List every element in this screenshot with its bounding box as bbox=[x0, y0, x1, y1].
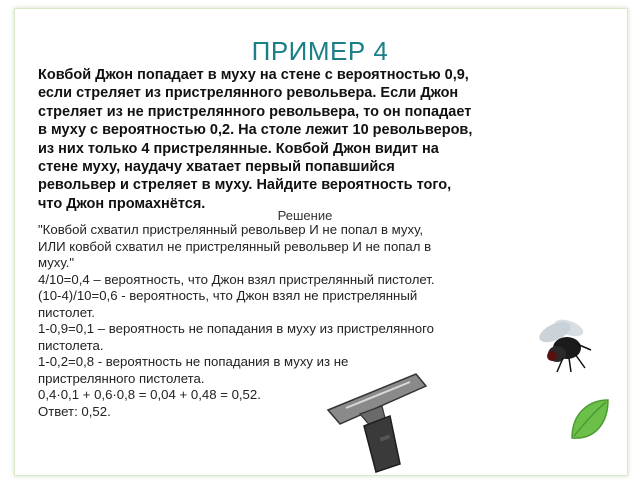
solution-line: 0,4·0,1 + 0,6·0,8 = 0,04 + 0,48 = 0,52. bbox=[38, 387, 261, 402]
page-title: ПРИМЕР 4 bbox=[251, 36, 389, 66]
problem-line: из них только 4 пристрелянные. Ковбой Джон видит на bbox=[38, 140, 439, 157]
solution-line: 4/10=0,4 – вероятность, что Джон взял пристрелянный пистолет. bbox=[38, 271, 435, 287]
solution-line: пистолет. bbox=[38, 304, 95, 320]
problem-line: стене муху, наудачу хватает первый попавшийся bbox=[38, 159, 395, 176]
problem-line: что Джон промахнётся. bbox=[38, 195, 206, 212]
solution-line: муху." bbox=[38, 255, 75, 270]
solution-line: 1-0,2=0,8 - вероятность не попадания в муху из не bbox=[38, 354, 349, 369]
problem-line: если стреляет из пристрелянного револьвера. Если Джон bbox=[38, 85, 459, 102]
solution-body bbox=[38, 222, 578, 420]
problem-line: револьвер и стреляет в муху. Найдите вероятность того, bbox=[38, 177, 452, 194]
solution-line: Ответ: 0,52. bbox=[38, 403, 111, 419]
solution-heading: Решение bbox=[277, 208, 333, 223]
solution-line: (10-4)/10=0,6 - вероятность, что Джон взял не пристрелянный bbox=[38, 288, 418, 303]
fly-icon bbox=[535, 314, 595, 374]
solution-line: 1-0,9=0,1 – вероятность не попадания в муху из пристрелянного bbox=[38, 321, 434, 336]
solution-line: пистолета. bbox=[38, 337, 104, 353]
pistol-icon bbox=[320, 364, 440, 476]
green-leaf-icon bbox=[568, 398, 612, 444]
problem-line: стреляет из не пристрелянного револьвера, то он попадает bbox=[38, 103, 472, 120]
solution-line: "Ковбой схватил пристрелянный револьвер И не попал в муху, bbox=[38, 222, 424, 237]
solution-line: ИЛИ ковбой схватил не пристрелянный револьвер И не попал в bbox=[38, 238, 432, 254]
problem-line: в муху с вероятностью 0,2. На столе лежит 10 револьверов, bbox=[38, 122, 473, 139]
problem-line: Ковбой Джон попадает в муху на стене с вероятностью 0,9, bbox=[38, 67, 469, 83]
problem-statement bbox=[38, 66, 558, 213]
solution-line: пристрелянного пистолета. bbox=[38, 370, 205, 386]
